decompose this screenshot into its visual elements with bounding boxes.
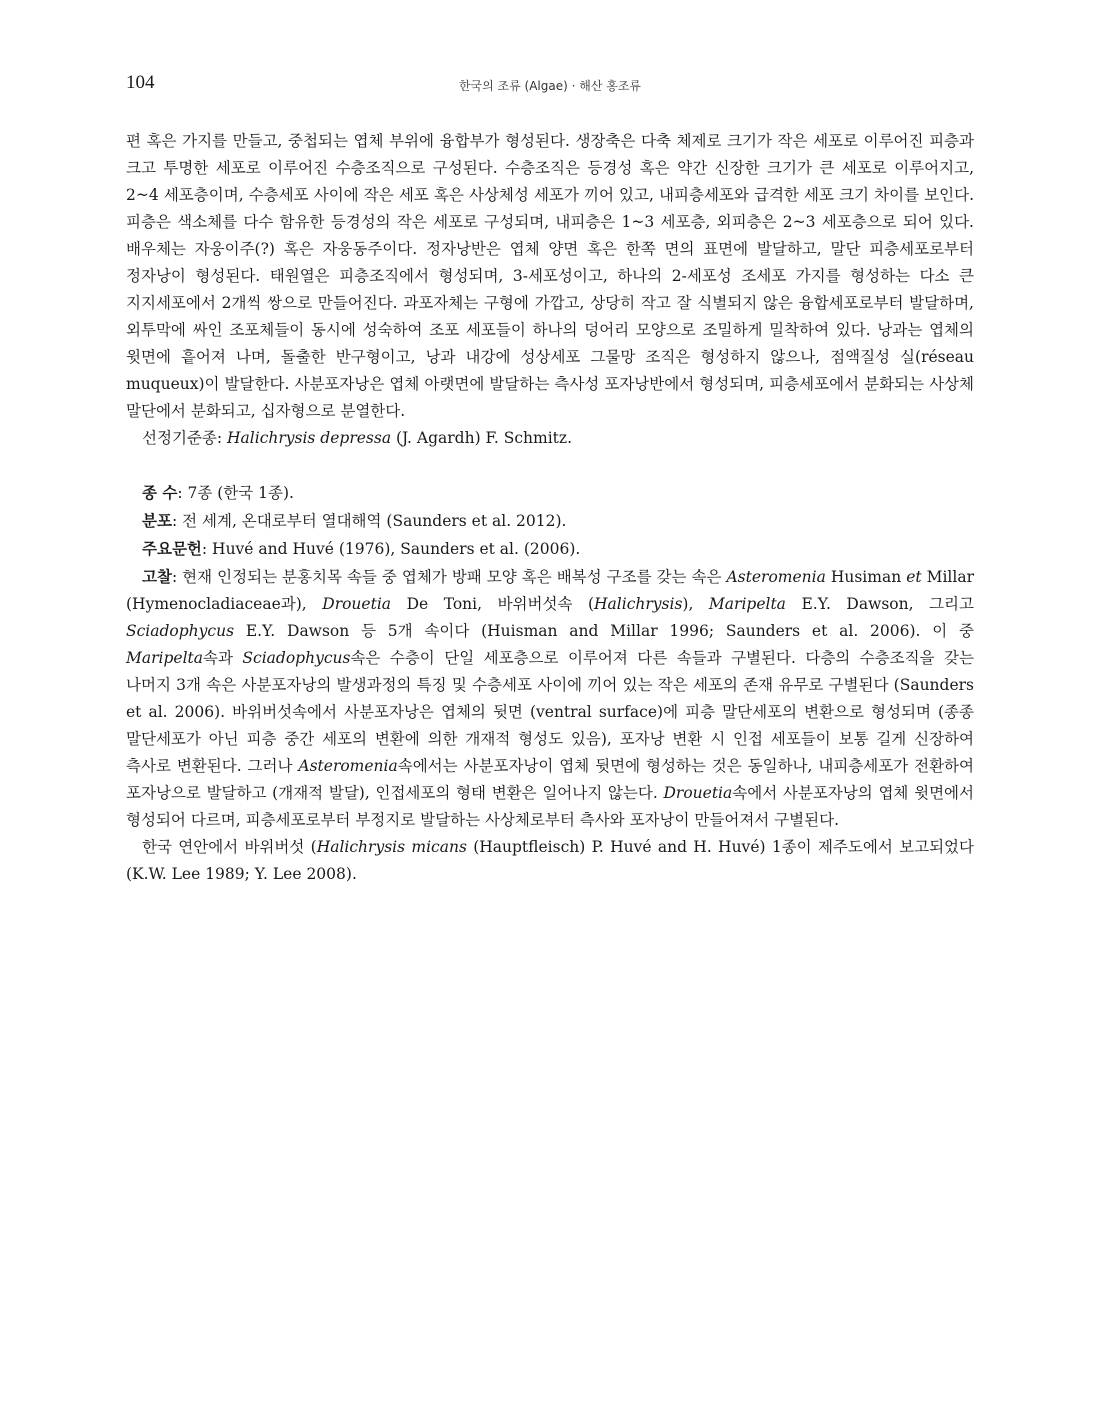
genus-name: Asteromenia: [726, 568, 826, 586]
references-line: [126, 535, 974, 563]
references-text: : Huvé and Huvé (1976), Saunders et al. (2006).: [201, 540, 581, 558]
description-paragraph: 편 혹은 가지를 만들고, 중첩되는 엽체 부위에 융합부가 형성된다. 생장축은 다축 체제로 크기가 작은 세포로 이루어진 피층과 크고 투명한 세포로 이루어진 수층조직으로 구성된다. 수층조직은 등경성 혹은 약간 신장한 크기가 큰 세포로 이루어지고, 2~4 세포층이며, 수층세포 사이에 작은 세포 혹은 사상체성 세포가 끼어 있고, 내피층세포와 급격한 세포 크기 차이를 보인다. 피층은 색소체를 다수 함유한 등경성의 작은 세포로 구성되며, 내피층은 1~3 세포층, 외피층은 2~3 세포층으로 되어 있다. 배우체는 자웅이주(?) 혹은 자웅동주이다. 정자낭반은 엽체 양면 혹은 한쪽 면의 표면에 발달하고, 말단 피층세포로부터 정자낭이 형성된다. 태원열은 피층조직에서 형성되며, 3-세포성이고, 하나의 2-세포성 조세포 가지를 형성하는 다소 큰 지지세포에서 2개씩 쌍으로 만들어진다. 과포자체는 구형에 가깝고, 상당히 작고 잘 식별되지 않은 융합세포로부터 발달하며, 외투막에 싸인 조포체들이 동시에 성숙하여 조포 세포들이 하나의 덩어리 모양으로 조밀하게 밀착하여 있다. 낭과는 엽체의 윗면에 흩어져 나며, 돌출한 반구형이고, 낭과 내강에 성상세포 그물망 조직은 형성하지 않으나, 점액질성 실(réseau muqueux)이 발달한다. 사분포자낭은 엽체 아랫면에 발달하는 측사성 포자낭반에서 형성되며, 피층세포에서 분화되는 사상체 말단에서 분화되고, 십자형으로 분열한다.: [126, 132, 974, 420]
distribution-label: 분포: [142, 511, 172, 530]
remarks-text: 속은 수층이 단일 세포층으로 이루어져 다른 속들과 구별된다. 다층의 수층조직을 갖는 나머지 3개 속은 사분포자낭의 발생과정의 특징 및 수층세포 사이에 끼어 있는 작은 세포의 존재 유무로 구별된다 (Saunders et al. 2006). 바위버섯속에서 사분포자낭은 엽체의 뒷면 (ventral surface)에 피층 말단세포의 변환으로 형성되며 (종종 말단세포가 아닌 피층 중간 세포의 변환에 의한 개재적 형성도 있음), 포자낭 변환 시 인접 세포들이 보통 길게 신장하여 측사로 변환된다. 그러나: [126, 649, 974, 775]
remarks-text: Husiman: [825, 568, 907, 586]
korea-paragraph: [126, 834, 974, 888]
distribution-line: [126, 507, 974, 535]
type-species-authority: (J. Agardh) F. Schmitz.: [391, 429, 572, 447]
running-header: 한국의 조류 (Algae) · 해산 홍조류: [458, 79, 642, 93]
references-label: 주요문헌: [142, 539, 202, 558]
page-number: 104: [126, 72, 155, 93]
remarks-text: 속에서 사분포자낭의 엽체 윗면에서 형성되어 다르며, 피층세포로부터 부정지로 발달하는 사상체로부터 측사와 포자낭이 만들어져서 구별된다.: [126, 784, 974, 829]
remarks-text: : 현재 인정되는 분홍치목 속들 중 엽체가 방패 모양 혹은 배복성 구조를 갖는 속은: [171, 568, 727, 586]
remarks-label: 고찰: [142, 567, 172, 586]
page-body: [126, 128, 974, 888]
latin-term: et: [906, 568, 922, 586]
genus-name: Halichrysis: [594, 595, 683, 613]
genus-name: Asteromenia: [298, 757, 398, 775]
remarks-text: E.Y. Dawson 등 5개 속이다 (Huisman and Millar 1996; Saunders et al. 2006). 이 중: [234, 622, 974, 640]
distribution-text: : 전 세계, 온대로부터 열대해역 (Saunders et al. 2012).: [171, 512, 567, 530]
genus-name: Sciadophycus: [126, 622, 235, 640]
species-count-line: [126, 479, 974, 507]
type-species-name: Halichrysis depressa: [227, 429, 392, 447]
korea-text: 한국 연안에서 바위버섯 (: [142, 838, 317, 856]
korea-text: (Hauptfleisch) P. Huvé and H. Huvé) 1종이 제주도에서 보고되었다 (K.W. Lee 1989; Y. Lee 2008).: [126, 838, 974, 883]
type-species-line: [126, 425, 974, 452]
remarks-text: E.Y. Dawson, 그리고: [785, 595, 974, 613]
remarks-text: De Toni, 바위버섯속 (: [391, 595, 595, 613]
species-count-label: 종 수: [142, 483, 178, 502]
type-species-label: 선정기준종:: [142, 429, 228, 447]
genus-name: Drouetia: [322, 595, 392, 613]
genus-name: Drouetia: [663, 784, 733, 802]
remarks-text: 속에서는 사분포자낭이 엽체 뒷면에 형성하는 것은 동일하나, 내피층세포가 전환하여 포자낭으로 발달하고 (개재적 발달), 인접세포의 형태 변환은 일어나지 않는다.: [126, 757, 974, 802]
remarks-text: Millar (Hymenocladiaceae과),: [126, 568, 974, 613]
species-count-text: : 7종 (한국 1종).: [177, 484, 294, 502]
remarks-text: ),: [682, 595, 709, 613]
section-gap: [126, 452, 974, 479]
genus-name: Maripelta: [708, 595, 786, 613]
species-name: Halichrysis micans: [316, 838, 467, 856]
remarks-text: 속과: [203, 649, 243, 667]
remarks-paragraph: [126, 563, 974, 834]
genus-name: Maripelta: [126, 649, 204, 667]
genus-name: Sciadophycus: [242, 649, 351, 667]
